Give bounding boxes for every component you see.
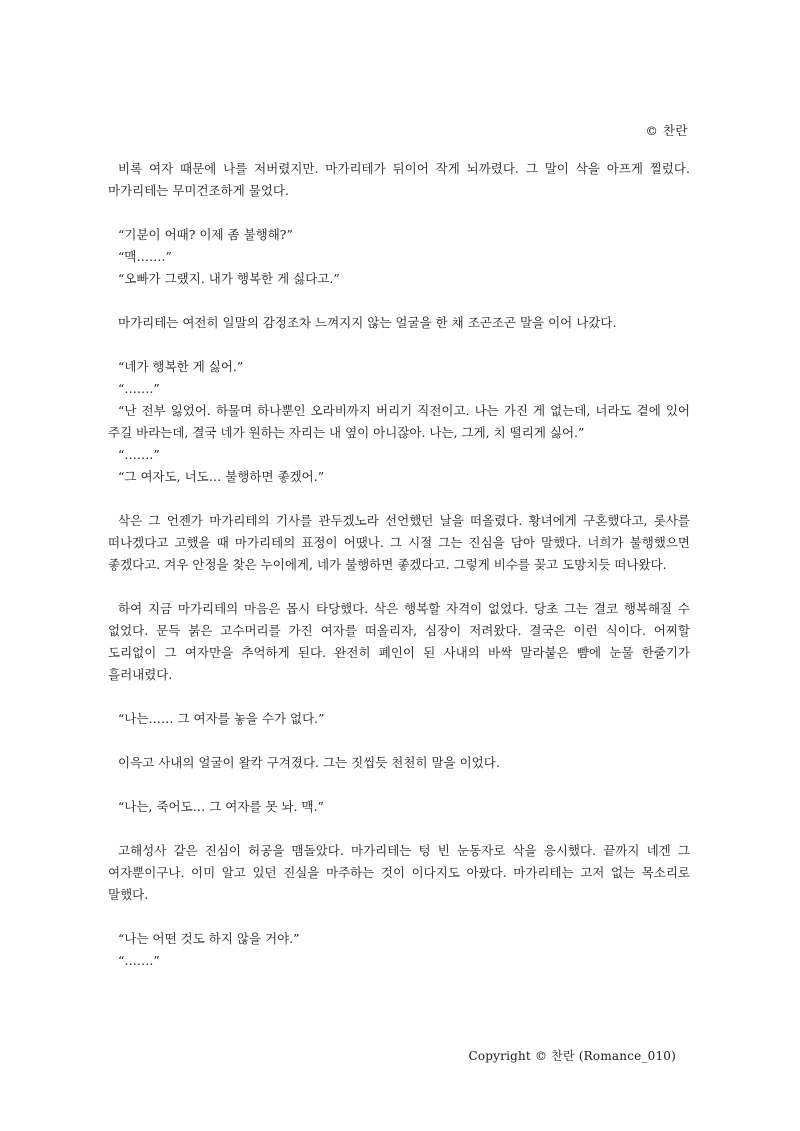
paragraph-gap: [108, 730, 690, 752]
paragraph-gap: [108, 576, 690, 598]
dialogue-line: “오빠가 그랬지. 내가 행복한 게 싫다고.”: [118, 271, 340, 286]
narration-paragraph: 고해성사 같은 진심이 허공을 맴돌았다. 마가리테는 텅 빈 눈동자로 삭을 응시했다. 끝까지 네겐 그 여자뿐이구나. 이미 알고 있던 진실을 마주하는 것이 이다지도 아팠다. 마가리테는 고저 없는 목소리로 말했다.: [108, 843, 690, 902]
dialogue-line: “나는, 죽어도… 그 여자를 못 놔. 맥.”: [118, 799, 324, 814]
paragraph-gap: [108, 774, 690, 796]
dialogue-line: “난 전부 잃었어. 하물며 하나뿐인 오라비까지 버리기 직전이고. 나는 가진 게 없는데, 너라도 곁에 있어 주길 바라는데, 결국 네가 원하는 자리는 내 옆이 아니잖아. 나는, 그게, 치 떨리게 싫어.”: [108, 403, 690, 440]
narration-paragraph: 삭은 그 언젠가 마가리테의 기사를 관두겠노라 선언했던 날을 떠올렸다. 황녀에게 구혼했다고, 롯사를 떠나겠다고 고했을 때 마가리테의 표정이 어땠나. 그 시절 그는 진심을 담아 말했다. 너희가 불행했으면 좋겠다고. 겨우 안정을 찾은 누이에게, 네가 불행하면 좋겠다고. 그렇게 비수를 꽂고 도망치듯 떠나왔다.: [108, 513, 690, 572]
dialogue-line: “그 여자도, 너도… 불행하면 좋겠어.”: [118, 469, 325, 484]
header-copyright: © 찬란: [645, 123, 688, 138]
story-text: [108, 158, 690, 972]
narration-paragraph: 이윽고 사내의 얼굴이 왈칵 구겨졌다. 그는 짓씹듯 천천히 말을 이었다.: [118, 755, 500, 770]
dialogue-line: “…….”: [118, 953, 160, 968]
paragraph-gap: [108, 290, 690, 312]
paragraph-gap: [108, 906, 690, 928]
dialogue-line: “기분이 어때? 이제 좀 불행해?”: [118, 227, 293, 242]
paragraph-gap: [108, 818, 690, 840]
paragraph-gap: [108, 686, 690, 708]
dialogue-line: “나는…… 그 여자를 놓을 수가 없다.”: [118, 711, 325, 726]
dialogue-line: “…….”: [118, 447, 160, 462]
paragraph-gap: [108, 202, 690, 224]
paragraph-gap: [108, 488, 690, 510]
dialogue-line: “…….”: [118, 381, 160, 396]
dialogue-line: “네가 행복한 게 싫어.”: [118, 359, 244, 374]
dialogue-line: “나는 어떤 것도 하지 않을 거야.”: [118, 931, 300, 946]
narration-paragraph: 하여 지금 마가리테의 마음은 몹시 타당했다. 삭은 행복할 자격이 없었다. 당초 그는 결코 행복해질 수 없었다. 문득 붉은 고수머리를 가진 여자를 떠올리자, 심장이 저려왔다. 결국은 이런 식이다. 어찌할 도리없이 그 여자만을 추억하게 된다. 완전히 폐인이 된 사내의 바싹 말라붙은 뺨에 눈물 한줄기가 흘러내렸다.: [108, 601, 690, 682]
dialogue-line: “맥…….”: [118, 249, 172, 264]
footer-copyright: Copyright © 찬란 (Romance_010): [468, 1049, 676, 1063]
narration-paragraph: 마가리테는 여전히 일말의 감정조차 느껴지지 않는 얼굴을 한 채 조곤조곤 말을 이어 나갔다.: [118, 315, 617, 330]
paragraph-gap: [108, 334, 690, 356]
narration-paragraph: 비록 여자 때문에 나를 저버렸지만. 마가리테가 뒤이어 작게 뇌까렸다. 그 말이 삭을 아프게 찔렀다. 마가리테는 무미건조하게 물었다.: [108, 161, 690, 198]
